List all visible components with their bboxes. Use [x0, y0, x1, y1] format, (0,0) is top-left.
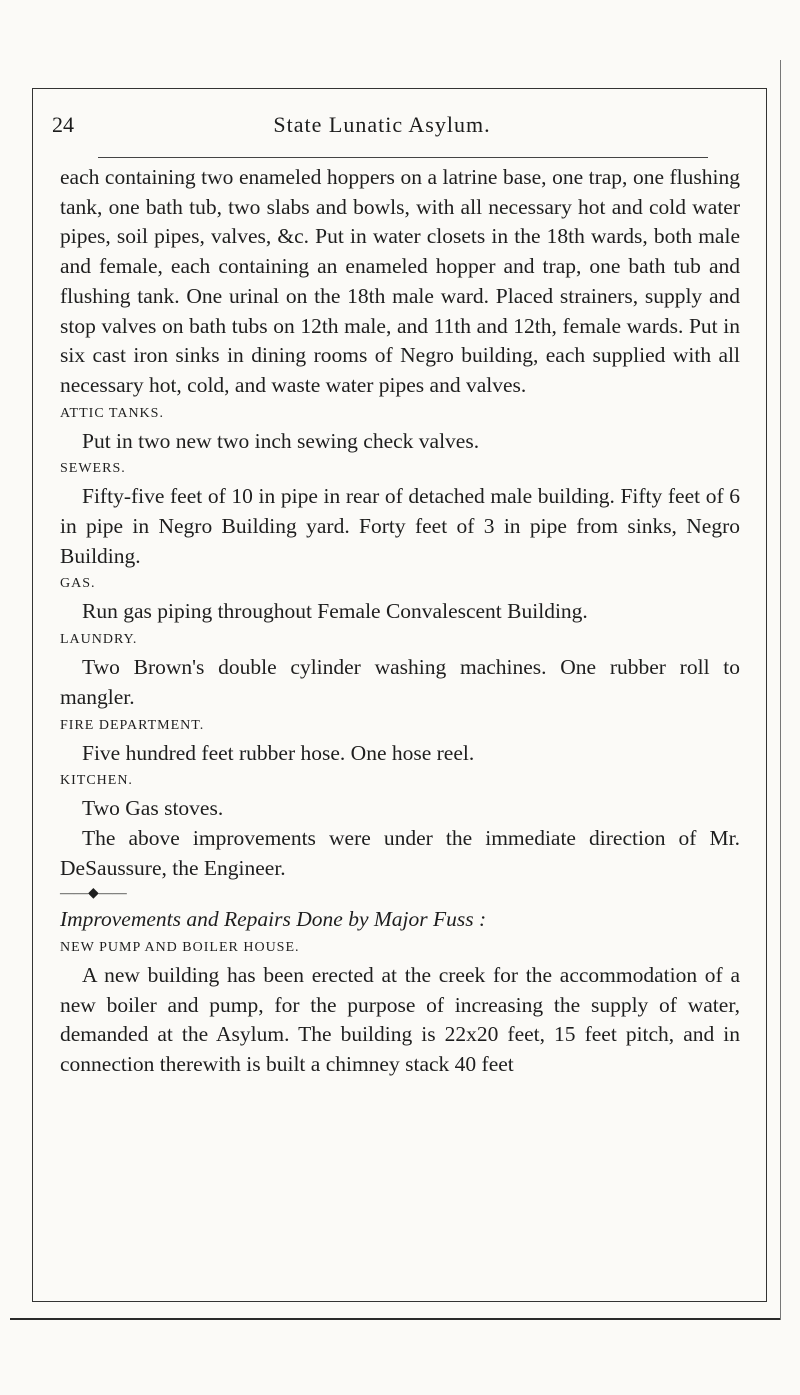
- header-rule: [98, 157, 708, 158]
- paragraph-new-pump: A new building has been erected at the creek for the accommodation of a new boiler and pump, for the purpose of increasing the supply of water, demanded at the Asylum. The building is 22x20 feet, 15 feet pitch, and in connection therewith is built a chimney stack 40 feet: [60, 963, 740, 1077]
- paragraph-laundry: Two Brown's double cylinder washing machines. One rubber roll to mangler.: [60, 655, 740, 709]
- paragraph-fire-department: Five hundred feet rubber hose. One hose reel.: [82, 740, 475, 765]
- heading-laundry: LAUNDRY.: [60, 632, 138, 648]
- page-right-edge: [780, 60, 781, 1320]
- paragraph-plumbing: each containing two enameled hoppers on a latrine base, one trap, one flushing tank, one bath tub, two slabs and bowls, with all necessary hot and cold water pipes, soil pipes, valves, &c. Put in water closets in the 18th wards, both male and female, each containing an enameled hopper and trap, one bath tub and flushing tank. One urinal on the 18th male ward. Placed strainers, supply and stop valves on bath tubs on 12th male, and 11th and 12th, female wards. Put in six cast iron sinks in dining rooms of Negro building, each supplied with all necessary hot, cold, and waste water pipes and valves.: [60, 165, 740, 397]
- heading-gas: GAS.: [60, 576, 96, 592]
- heading-fire-department: FIRE DEPARTMENT.: [60, 717, 205, 733]
- running-title: State Lunatic Asylum.: [273, 112, 491, 137]
- paragraph-gas: Run gas piping throughout Female Convalescent Building.: [82, 599, 588, 624]
- heading-sewers: SEWERS.: [60, 461, 126, 477]
- page-number: 24: [52, 112, 74, 137]
- page-body: [60, 163, 740, 1080]
- paragraph-attic-tanks: Put in two new two inch sewing check valves.: [82, 428, 480, 453]
- paragraph-sewers: Fifty-five feet of 10 in pipe in rear of detached male building. Fifty feet of 6 in pipe in Negro Building yard. Forty feet of 3 in pipe from sinks, Negro Building.: [60, 484, 740, 568]
- paragraph-kitchen: Two Gas stoves.: [82, 796, 224, 821]
- section-title-major-fuss: Improvements and Repairs Done by Major Fuss :: [60, 907, 487, 932]
- paragraph-direction: The above improvements were under the immediate direction of Mr. DeSaussure, the Engineer.: [60, 825, 740, 880]
- page-header: [52, 112, 712, 142]
- heading-attic-tanks: ATTIC TANKS.: [60, 405, 164, 421]
- heading-new-pump: NEW PUMP AND BOILER HOUSE.: [60, 940, 300, 956]
- page-bottom-edge: [10, 1318, 780, 1320]
- heading-kitchen: KITCHEN.: [60, 773, 133, 789]
- section-divider: ——◆——: [60, 886, 127, 902]
